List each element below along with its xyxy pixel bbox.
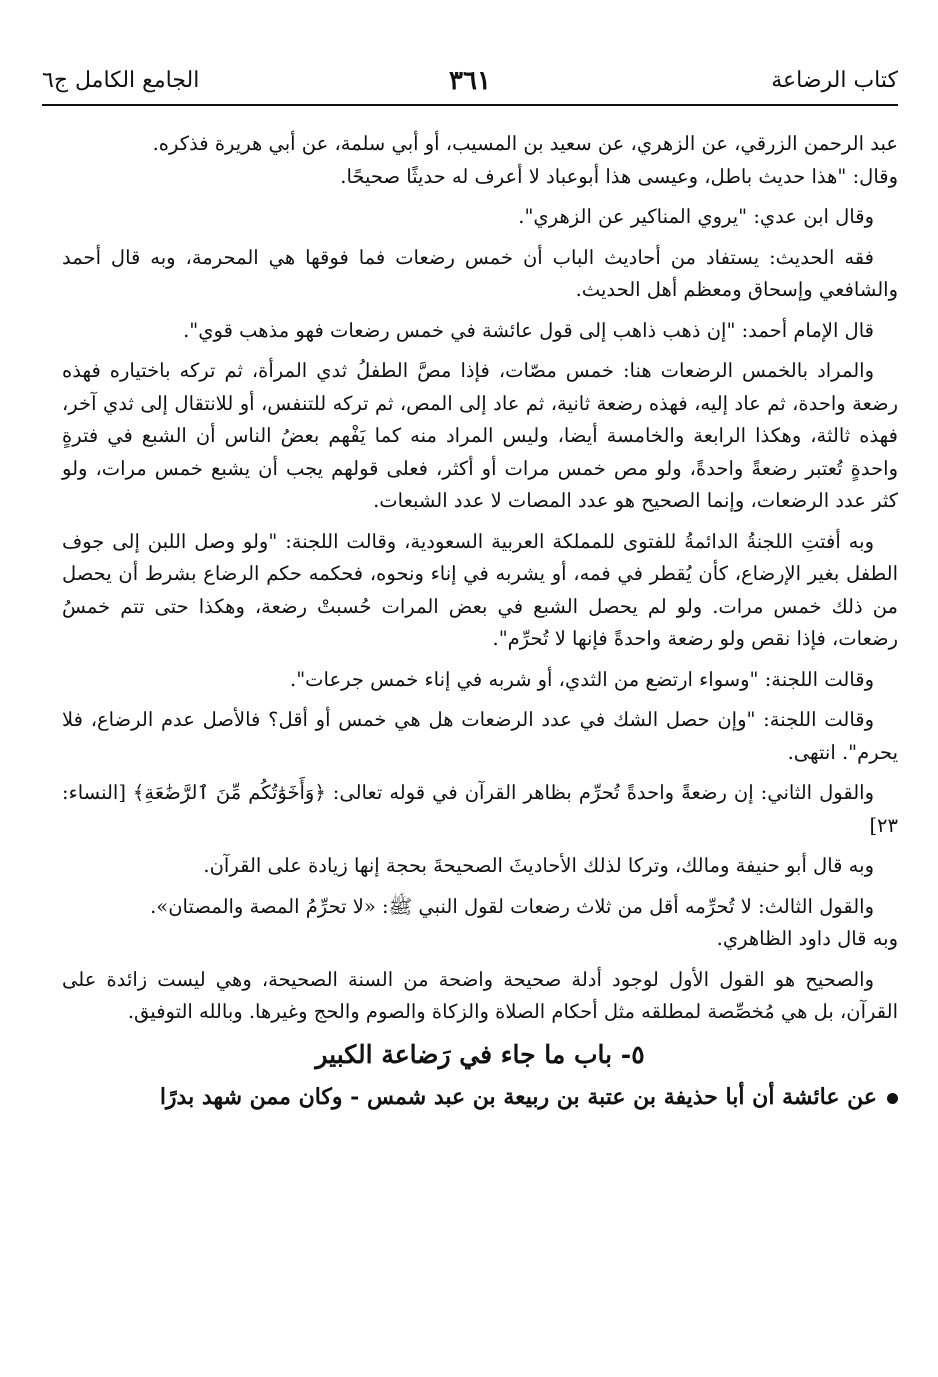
paragraph: والمراد بالخمس الرضعات هنا: خمس مصّات، فإذا مصَّ الطفلُ ثدي المرأة، ثم تركه باختياره فهذه رضعة واحدة، ثم عاد إليه، فهذه رضعة ثانية، ثم عاد إلى المص، ثم تركه للتنفس، أو للانتقال إلى ثدي آخر، فهذه ثالثة، وهكذا الرابعة والخامسة أيضا، وليس المراد منه كما يَفْهم بعضُ الناس أن الشبع في فترةٍ واحدةٍ تُعتبر رضعةً واحدةً، ولو مص خمس مرات أو أكثر، فعلى قولهم يجب أن يشبع خمس مرات، ولو كثر عدد الرضعات، وإنما الصحيح هو عدد المصات لا عدد الشبعات. bbox=[62, 359, 898, 512]
book-title: الجامع الكامل ج٦ bbox=[42, 68, 200, 93]
page-body bbox=[62, 128, 898, 1114]
hadith-text: عن عائشة أن أبا حذيفة بن عتبة بن ربيعة بن عبد شمس - وكان ممن شهد بدرًا bbox=[159, 1084, 877, 1110]
paragraph: قال الإمام أحمد: "إن ذهب ذاهب إلى قول عائشة في خمس رضعات فهو مذهب قوي". bbox=[183, 318, 874, 342]
paragraph: والقول الثاني: إن رضعةً واحدةً تُحرِّم بظاهر القرآن في قوله تعالى: ﴿وَأَخَوَٰتُكُم مِّنَ ٱلرَّضَٰعَةِ﴾ [النساء: ٢٣] bbox=[62, 781, 898, 837]
paragraph: وبه قال داود الظاهري. bbox=[716, 927, 898, 950]
paragraph: وقال: "هذا حديث باطل، وعيسى هذا أبوعباد لا أعرف له حديثًا صحيحًا. bbox=[340, 164, 898, 188]
paragraph: والقول الثالث: لا تُحرِّمه أقل من ثلاث رضعات لقول النبي ﷺ: «لا تحرِّمُ المصة والمصتان». bbox=[150, 894, 874, 918]
paragraph: وقال ابن عدي: "يروي المناكير عن الزهري". bbox=[518, 205, 874, 228]
hadith-line bbox=[62, 1081, 898, 1114]
paragraph: وقالت اللجنة: "وإن حصل الشك في عدد الرضعات هل هي خمس أو أقل؟ فالأصل عدم الرضاع، فلا يحرم". انتهى. bbox=[62, 708, 898, 764]
header-rule bbox=[42, 104, 898, 106]
paragraph: وقالت اللجنة: "وسواء ارتضع من الثدي، أو شربه في إناء خمس جرعات". bbox=[290, 667, 874, 691]
page-header bbox=[42, 62, 898, 102]
paragraph: وبه أفتتِ اللجنةُ الدائمةُ للفتوى للمملكة العربية السعودية، وقالت اللجنة: "ولو وصل اللبن إلى جوف الطفل بغير الإرضاع، كأن يُقطر في فمه، أو يشربه في إناء ونحوه، فحكمه حكم الرضاع بشرط أن يحصل من ذلك خمس مرات. ولو لم يحصل الشبع في بعض المرات حُسبتْ رضعة، وهكذا حتى تتم خمسُ رضعات، فإذا نقص ولو رضعة واحدةً فإنها لا تُحرِّم". bbox=[62, 529, 898, 650]
paragraph: عبد الرحمن الزرقي، عن الزهري، عن سعيد بن المسيب، أو أبي سلمة، عن أبي هريرة فذكره. bbox=[152, 132, 898, 155]
chapter-title: كتاب الرضاعة bbox=[771, 68, 898, 93]
page-number: ٣٦١ bbox=[449, 66, 491, 96]
paragraph: وبه قال أبو حنيفة ومالك، وتركا لذلك الأحاديثَ الصحيحةَ بحجة إنها زيادة على القرآن. bbox=[203, 854, 874, 877]
paragraph: فقه الحديث: يستفاد من أحاديث الباب أن خمس رضعات فما فوقها هي المحرمة، وبه قال أحمد والشافعي وإسحاق ومعظم أهل الحديث. bbox=[62, 245, 898, 301]
paragraph: والصحيح هو القول الأول لوجود أدلة صحيحة واضحة من السنة الصحيحة، وهي ليست زائدة على القرآن، بل هي مُخصِّصة لمطلقه مثل أحكام الصلاة والزكاة والصوم والحج وغيرها. وبالله التوفيق. bbox=[62, 967, 898, 1023]
section-heading: ٥- باب ما جاء في رَضاعة الكبير bbox=[315, 1039, 645, 1069]
bullet-icon bbox=[887, 1093, 898, 1104]
